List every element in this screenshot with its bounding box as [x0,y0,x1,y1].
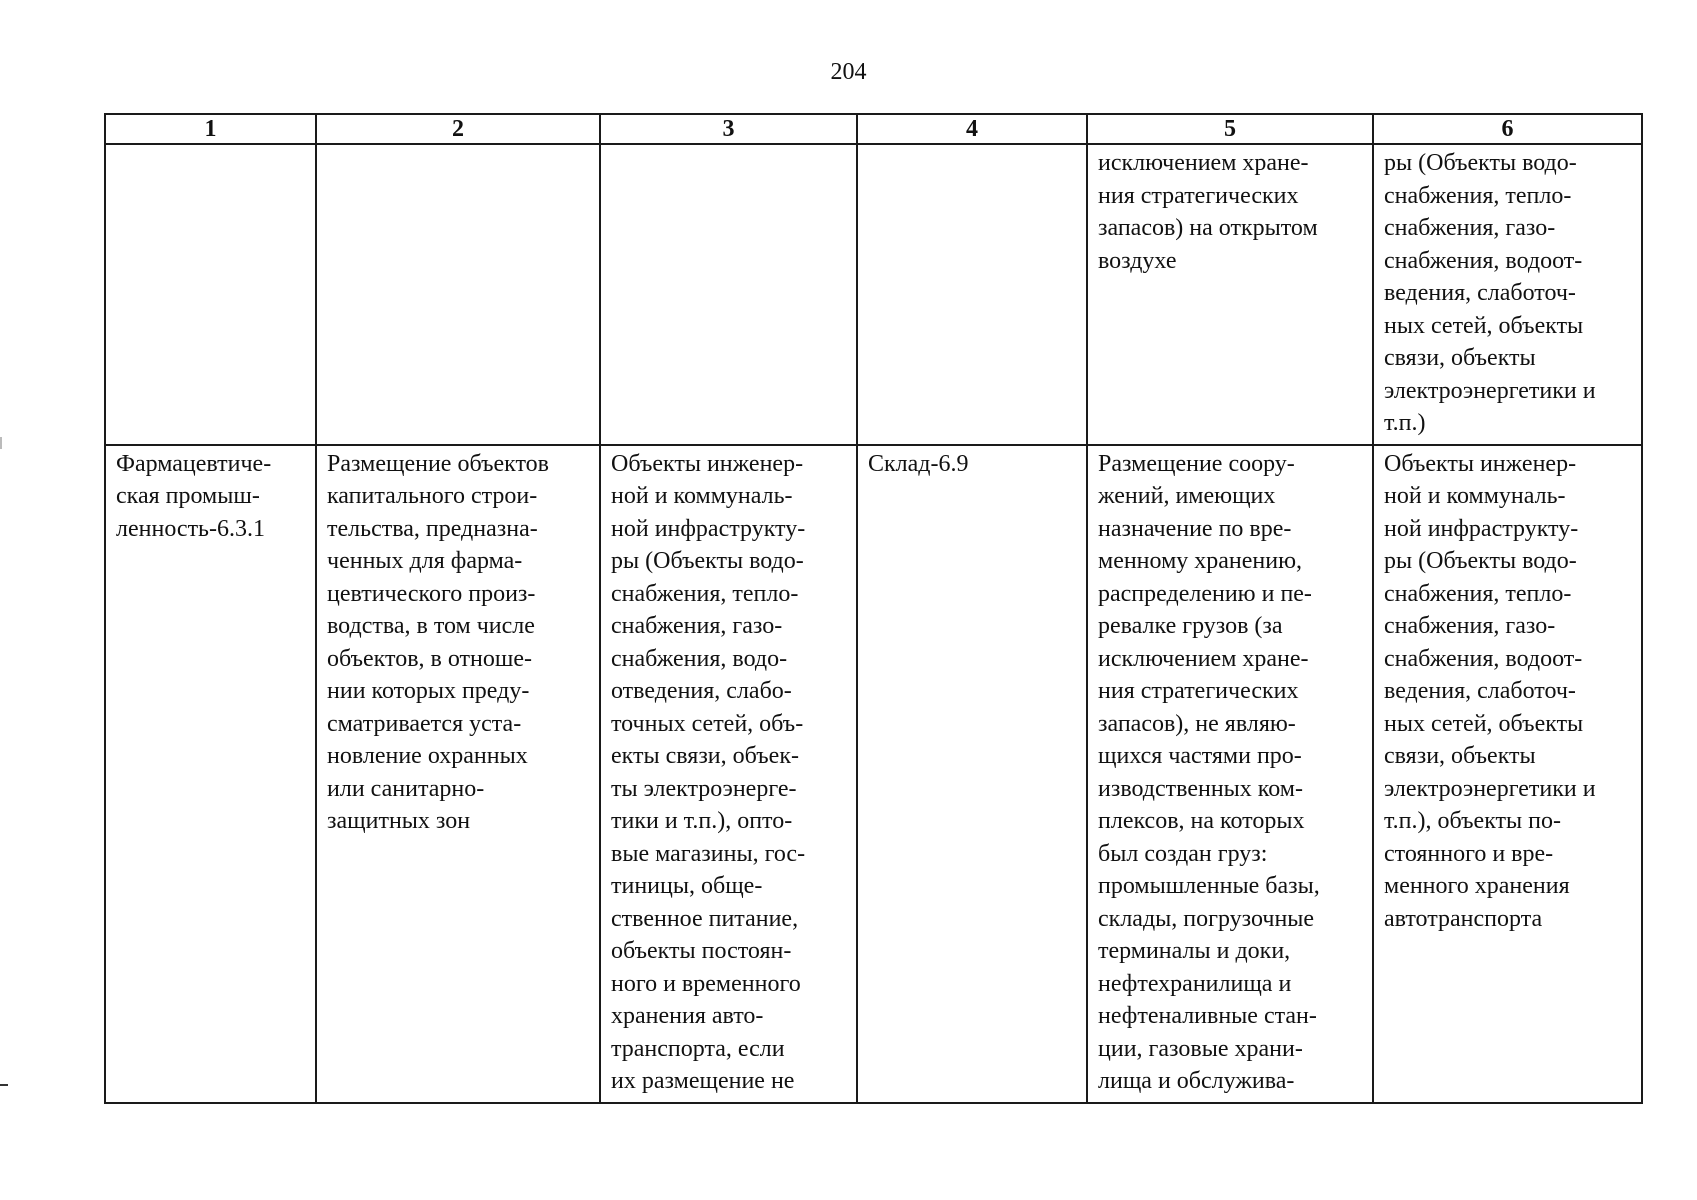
cell-text-line: ной инфраструкту- [611,515,806,542]
cell-text-line: снабжения, газо- [611,613,783,639]
cell-text-line: отведения, слабо- [611,678,792,704]
cell-text-line: плексов, на которых [1098,808,1305,834]
scan-edge-mark [0,1084,8,1086]
cell-text-line: электроэнергетики и [1384,377,1596,404]
cell-text-line: промышленные базы, [1098,873,1320,899]
cell-text-line: менного хранения [1384,873,1570,899]
cell-text-line: снабжения, водо- [611,645,788,672]
cell-text-line: ной и коммуналь- [611,483,793,509]
cell-text-line: Объекты инженер- [1384,450,1577,477]
table-cell [1373,144,1642,445]
cell-text-line: исключением хране- [1098,645,1309,672]
column-header-2: 2 [316,114,600,144]
cell-text-line: ния стратегических [1098,678,1299,704]
cell-text-line: ры (Объекты водо- [1384,150,1577,176]
cell-text-line: цевтического произ- [327,580,536,607]
cell-text-line: исключением хране- [1098,150,1309,176]
cell-text-line: снабжения, газо- [1384,613,1556,639]
cell-text-line: ции, газовые храни- [1098,1035,1303,1062]
cell-text-line: воздухе [1098,247,1177,274]
table-row [105,144,1642,445]
cell-text-line: нефтехранилища и [1098,970,1292,997]
cell-text-line: ченных для фарма- [327,548,523,574]
cell-text-line: связи, объекты [1384,743,1536,769]
cell-text-line: т.п.) [1384,410,1426,436]
cell-text-line: водства, в том числе [327,613,535,639]
cell-text-line: ры (Объекты водо- [611,548,804,574]
cell-text-line: ская промыш- [116,483,260,509]
scan-edge-tick [0,437,2,449]
column-header-1: 1 [105,114,316,144]
cell-text-line: Объекты инженер- [611,450,804,477]
cell-text-line: жений, имеющих [1098,483,1276,509]
column-header-6: 6 [1373,114,1642,144]
cell-text-line: нии которых преду- [327,678,530,704]
cell-text-line: запасов) на открытом [1098,215,1318,241]
table-cell [1373,445,1642,1103]
table-cell [1087,445,1373,1103]
cell-text-line: ния стратегических [1098,182,1299,209]
cell-text-line: снабжения, тепло- [1384,182,1572,209]
cell-text-line: объекты постоян- [611,938,792,964]
cell-text-line: Склад-6.9 [868,450,969,477]
cell-text-line: тиницы, обще- [611,873,763,899]
cell-text-line: защитных зон [327,808,471,834]
column-header-3: 3 [600,114,857,144]
land-use-table [104,113,1643,1104]
column-header-5: 5 [1087,114,1373,144]
table-cell [316,445,600,1103]
page-number: 204 [830,59,867,85]
cell-text-line: ного и временного [611,970,801,997]
cell-text-line: ты электроэнерге- [611,775,797,802]
cell-text-line: автотранспорта [1384,905,1543,932]
table-header-row [105,114,1642,144]
cell-text-line: или санитарно- [327,775,485,802]
table-cell [316,144,600,445]
cell-text-line: транспорта, если [611,1035,785,1062]
cell-text-line: был создан груз: [1098,840,1268,867]
cell-text-line: ных сетей, объекты [1384,710,1584,737]
cell-text-line: снабжения, тепло- [611,580,799,607]
cell-text-line: снабжения, водоот- [1384,247,1583,274]
cell-text-line: тики и т.п.), опто- [611,808,793,834]
cell-text-line: Фармацевтиче- [116,450,272,477]
cell-text-line: точных сетей, объ- [611,710,804,737]
table-cell [105,144,316,445]
cell-text-line: запасов), не являю- [1098,710,1296,737]
cell-text-line: Размещение соору- [1098,450,1295,477]
cell-text-line: лища и обслужива- [1098,1068,1295,1094]
cell-text-line: т.п.), объекты по- [1384,808,1561,834]
cell-text-line: Размещение объектов [327,450,549,477]
cell-text-line: снабжения, газо- [1384,215,1556,241]
cell-text-line: ры (Объекты водо- [1384,548,1577,574]
cell-text-line: екты связи, объек- [611,743,799,769]
cell-text-line: щихся частями про- [1098,743,1302,769]
table-cell [857,144,1087,445]
cell-text-line: менному хранению, [1098,548,1303,574]
cell-text-line: новление охранных [327,743,528,769]
cell-text-line: ревалке грузов (за [1098,613,1283,639]
cell-text-line: ной инфраструкту- [1384,515,1579,542]
cell-text-line: объектов, в отноше- [327,645,532,672]
cell-text-line: ных сетей, объекты [1384,312,1584,339]
cell-text-line: ной и коммуналь- [1384,483,1566,509]
table-cell [1087,144,1373,445]
cell-text-line: капитального строи- [327,483,538,509]
cell-text-line: снабжения, водоот- [1384,645,1583,672]
cell-text-line: склады, погрузочные [1098,905,1315,932]
cell-text-line: тельства, предназна- [327,515,538,542]
cell-text-line: электроэнергетики и [1384,775,1596,802]
cell-text-line: хранения авто- [611,1003,764,1029]
table-cell [857,445,1087,1103]
cell-text-line: вые магазины, гос- [611,840,806,867]
cell-text-line: ленность-6.3.1 [116,515,265,542]
cell-text-line: терминалы и доки, [1098,938,1291,964]
cell-text-line: назначение по вре- [1098,515,1292,542]
cell-text-line: их размещение не [611,1068,795,1094]
cell-text-line: ведения, слаботоч- [1384,280,1576,306]
cell-text-line: ственное питание, [611,905,799,932]
cell-text-line: стоянного и вре- [1384,840,1554,867]
cell-text-line: связи, объекты [1384,345,1536,371]
cell-text-line: нефтеналивные стан- [1098,1003,1317,1029]
table-cell [105,445,316,1103]
table-cell [600,445,857,1103]
table-cell [600,144,857,445]
cell-text-line: снабжения, тепло- [1384,580,1572,607]
table-row [105,445,1642,1103]
column-header-4: 4 [857,114,1087,144]
cell-text-line: распределению и пе- [1098,580,1312,607]
cell-text-line: сматривается уста- [327,710,522,737]
cell-text-line: изводственных ком- [1098,775,1303,802]
cell-text-line: ведения, слаботоч- [1384,678,1576,704]
